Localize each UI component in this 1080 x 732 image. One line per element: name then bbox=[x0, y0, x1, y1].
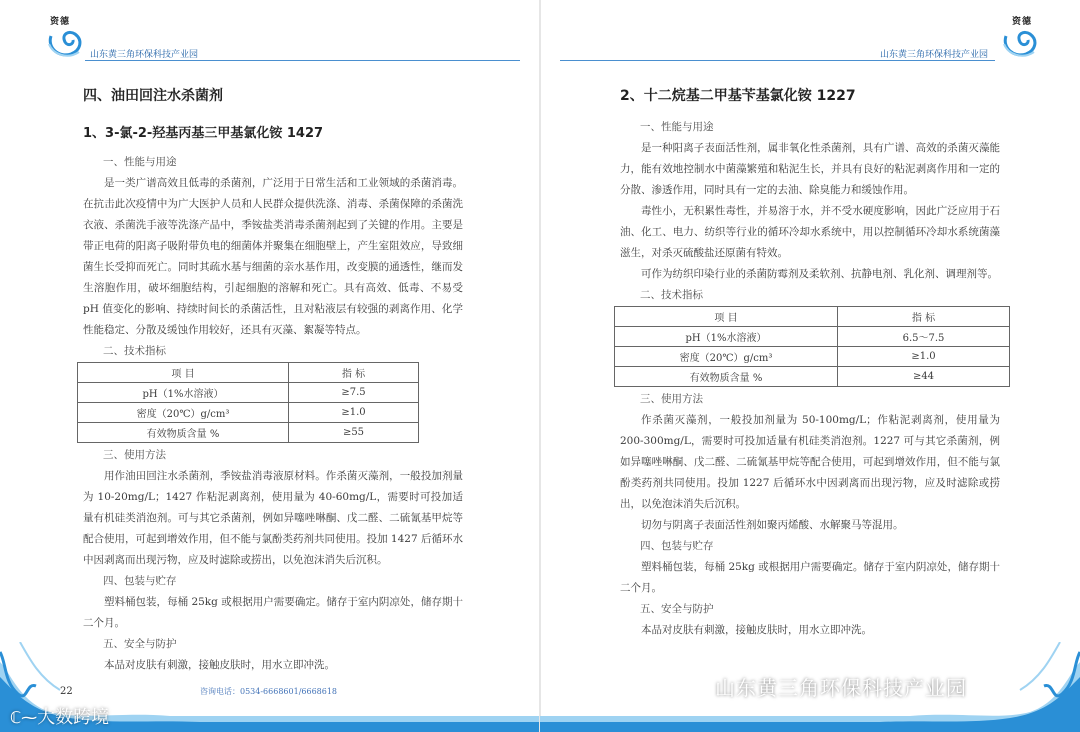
right-header bbox=[560, 14, 1040, 64]
table-row bbox=[615, 327, 1010, 347]
subsection-heading: 一、性能与用途 bbox=[640, 121, 714, 133]
table-cell: 有效物质含量 % bbox=[615, 367, 838, 387]
table-cell: ≥1.0 bbox=[289, 403, 419, 423]
right-content bbox=[620, 80, 1000, 641]
contact-phone: 咨询电话：0534-6668601/6668618 bbox=[200, 687, 338, 696]
logo-text: 资德 bbox=[50, 17, 71, 27]
table-row bbox=[78, 423, 419, 443]
table-header: 指 标 bbox=[289, 363, 419, 383]
header-title: 山东黄三角环保科技产业园 bbox=[90, 50, 199, 60]
table-cell: 有效物质含量 % bbox=[78, 423, 289, 443]
table-cell: pH（1%水溶液） bbox=[78, 383, 289, 403]
left-content bbox=[83, 80, 463, 676]
header-title: 山东黄三角环保科技产业园 bbox=[879, 50, 988, 60]
table-cell: 密度（20℃）g/cm³ bbox=[615, 347, 838, 367]
logo-text: 资德 bbox=[1011, 17, 1032, 27]
subsection-heading: 二、技术指标 bbox=[640, 289, 703, 301]
table-cell: ≥1.0 bbox=[838, 347, 1010, 367]
table-header-row bbox=[615, 307, 1010, 327]
table-cell: ≥7.5 bbox=[289, 383, 419, 403]
wechat-icon bbox=[677, 672, 709, 700]
table-cell: ≥44 bbox=[838, 367, 1010, 387]
table-cell: 6.5～7.5 bbox=[838, 327, 1010, 347]
table-row bbox=[78, 383, 419, 403]
paragraph: 本品对皮肤有刺激，接触皮肤时，用水立即冲洗。 bbox=[104, 659, 335, 671]
product-title: 2、十二烷基二甲基苄基氯化铵 1227 bbox=[620, 88, 856, 104]
paragraph: 毒性小，无积累性毒性，并易溶于水，并不受水硬度影响，因此广泛应用于石油、化工、电力、纺织等行业的循环冷却水系统中，用以控制循环冷却水系统菌藻滋生，对杀灭硫酸盐还原菌有特效。 bbox=[620, 205, 1000, 259]
watermark-logo-icon: ℂ⁓ bbox=[10, 708, 38, 727]
subsection-heading: 五、安全与防护 bbox=[640, 603, 714, 615]
paragraph: 塑料桶包装，每桶 25kg 或根据用户需要确定。储存于室内阴凉处，储存期十二个月。 bbox=[620, 561, 1000, 594]
watermark-right: 山东黄三角环保科技产业园 bbox=[715, 676, 967, 700]
subsection-heading: 三、使用方法 bbox=[640, 393, 703, 405]
subsection-heading: 四、包装与贮存 bbox=[103, 575, 177, 587]
table-row bbox=[615, 347, 1010, 367]
subsection-heading: 二、技术指标 bbox=[103, 345, 166, 357]
paragraph: 塑料桶包装，每桶 25kg 或根据用户需要确定。储存于室内阴凉处，储存期十二个月。 bbox=[83, 596, 463, 629]
subsection-heading: 一、性能与用途 bbox=[103, 156, 177, 168]
product-title: 1、3-氯-2-羟基丙基三甲基氯化铵 1427 bbox=[83, 126, 324, 141]
paragraph: 是一种阳离子表面活性剂，属非氧化性杀菌剂，具有广谱、高效的杀菌灭藻能力，能有效地控制水中菌藻繁殖和粘泥生长，并具有良好的粘泥剥离作用和一定的分散、渗透作用，同时具有一定的去油、除臭能力和缓蚀作用。 bbox=[620, 142, 1000, 196]
table-cell: 密度（20℃）g/cm³ bbox=[78, 403, 289, 423]
subsection-heading: 三、使用方法 bbox=[103, 449, 166, 461]
paragraph: 可作为纺织印染行业的杀菌防霉剂及柔软剂、抗静电剂、乳化剂、调理剂等。 bbox=[641, 268, 998, 280]
table-row bbox=[78, 403, 419, 423]
table-row bbox=[615, 367, 1010, 387]
subsection-heading: 五、安全与防护 bbox=[103, 638, 177, 650]
header-divider bbox=[560, 60, 995, 61]
page-number: 22 bbox=[60, 686, 73, 697]
spec-table bbox=[614, 306, 1010, 387]
paragraph: 作杀菌灭藻剂，一般投加剂量为 50-100mg/L；作粘泥剥离剂，使用量为 200-300mg/L，需要时可投加适量有机硅类消泡剂。1227 可与其它杀菌剂，例如异噻唑啉酮、戊二醛、二硫氰基甲烷等配合使用，可起到增效作用，但不能与氯酚类药剂共同使用。投加 1227 后循环水中因剥离而出现污物，应及时滤除或捞出，以免泡沫消失后沉积。 bbox=[620, 414, 1000, 510]
table-header-row bbox=[78, 363, 419, 383]
left-header bbox=[40, 14, 520, 64]
subsection-heading: 四、包装与贮存 bbox=[640, 540, 714, 552]
table-header: 项 目 bbox=[615, 307, 838, 327]
table-cell: ≥55 bbox=[289, 423, 419, 443]
watermark-left-text: 大数跨境 bbox=[37, 707, 110, 728]
paragraph: 是一类广谱高效且低毒的杀菌剂，广泛用于日常生活和工业领域的杀菌消毒。在抗击此次疫情中为广大医护人员和人民群众提供洗涤、消毒、杀菌保障的杀菌洗衣液、杀菌洗手液等洗涤产品中，季铵盐类消毒杀菌剂起到了关键的作用。主要是带正电荷的阳离子吸附带负电的细菌体并聚集在细胞壁上，产生室阻效应，导致细菌生长受抑而死亡。同时其疏水基与细菌的亲水基作用，改变膜的通透性，继而发生溶胞作用，破坏细胞结构，引起细胞的溶解和死亡。具有高效、低毒、不易受 pH 值变化的影响、持续时间长的杀菌活性，且对粘液层有较强的剥离作用、化学性能稳定、分散及缓蚀作用较好，还具有灭藻、絮凝等特点。 bbox=[83, 177, 463, 336]
paragraph: 切勿与阴离子表面活性剂如聚丙烯酸、水解聚马等混用。 bbox=[641, 519, 904, 531]
table-header: 项 目 bbox=[78, 363, 289, 383]
paragraph: 用作油田回注水杀菌剂，季铵盐消毒液原材料。作杀菌灭藻剂，一般投加剂量为 10-20mg/L；1427 作粘泥剥离剂，使用量为 40-60mg/L，需要时可投加适量有机硅类消泡剂。可与其它杀菌剂，例如异噻唑啉酮、戊二醛、二硫氰基甲烷等配合使用，可起到增效作用，但不能与氯酚类药剂共同使用。投加 1427 后循环水中因剥离而出现污物，应及时滤除或捞出，以免泡沫消失后沉积。 bbox=[83, 470, 463, 566]
spec-table bbox=[77, 362, 419, 443]
right-page bbox=[540, 0, 1080, 732]
section-title: 四、油田回注水杀菌剂 bbox=[83, 88, 223, 104]
watermark-left bbox=[10, 703, 109, 729]
table-header: 指 标 bbox=[838, 307, 1010, 327]
paragraph: 本品对皮肤有刺激，接触皮肤时，用水立即冲洗。 bbox=[641, 624, 872, 636]
header-divider bbox=[85, 60, 520, 61]
table-cell: pH（1%水溶液） bbox=[615, 327, 838, 347]
